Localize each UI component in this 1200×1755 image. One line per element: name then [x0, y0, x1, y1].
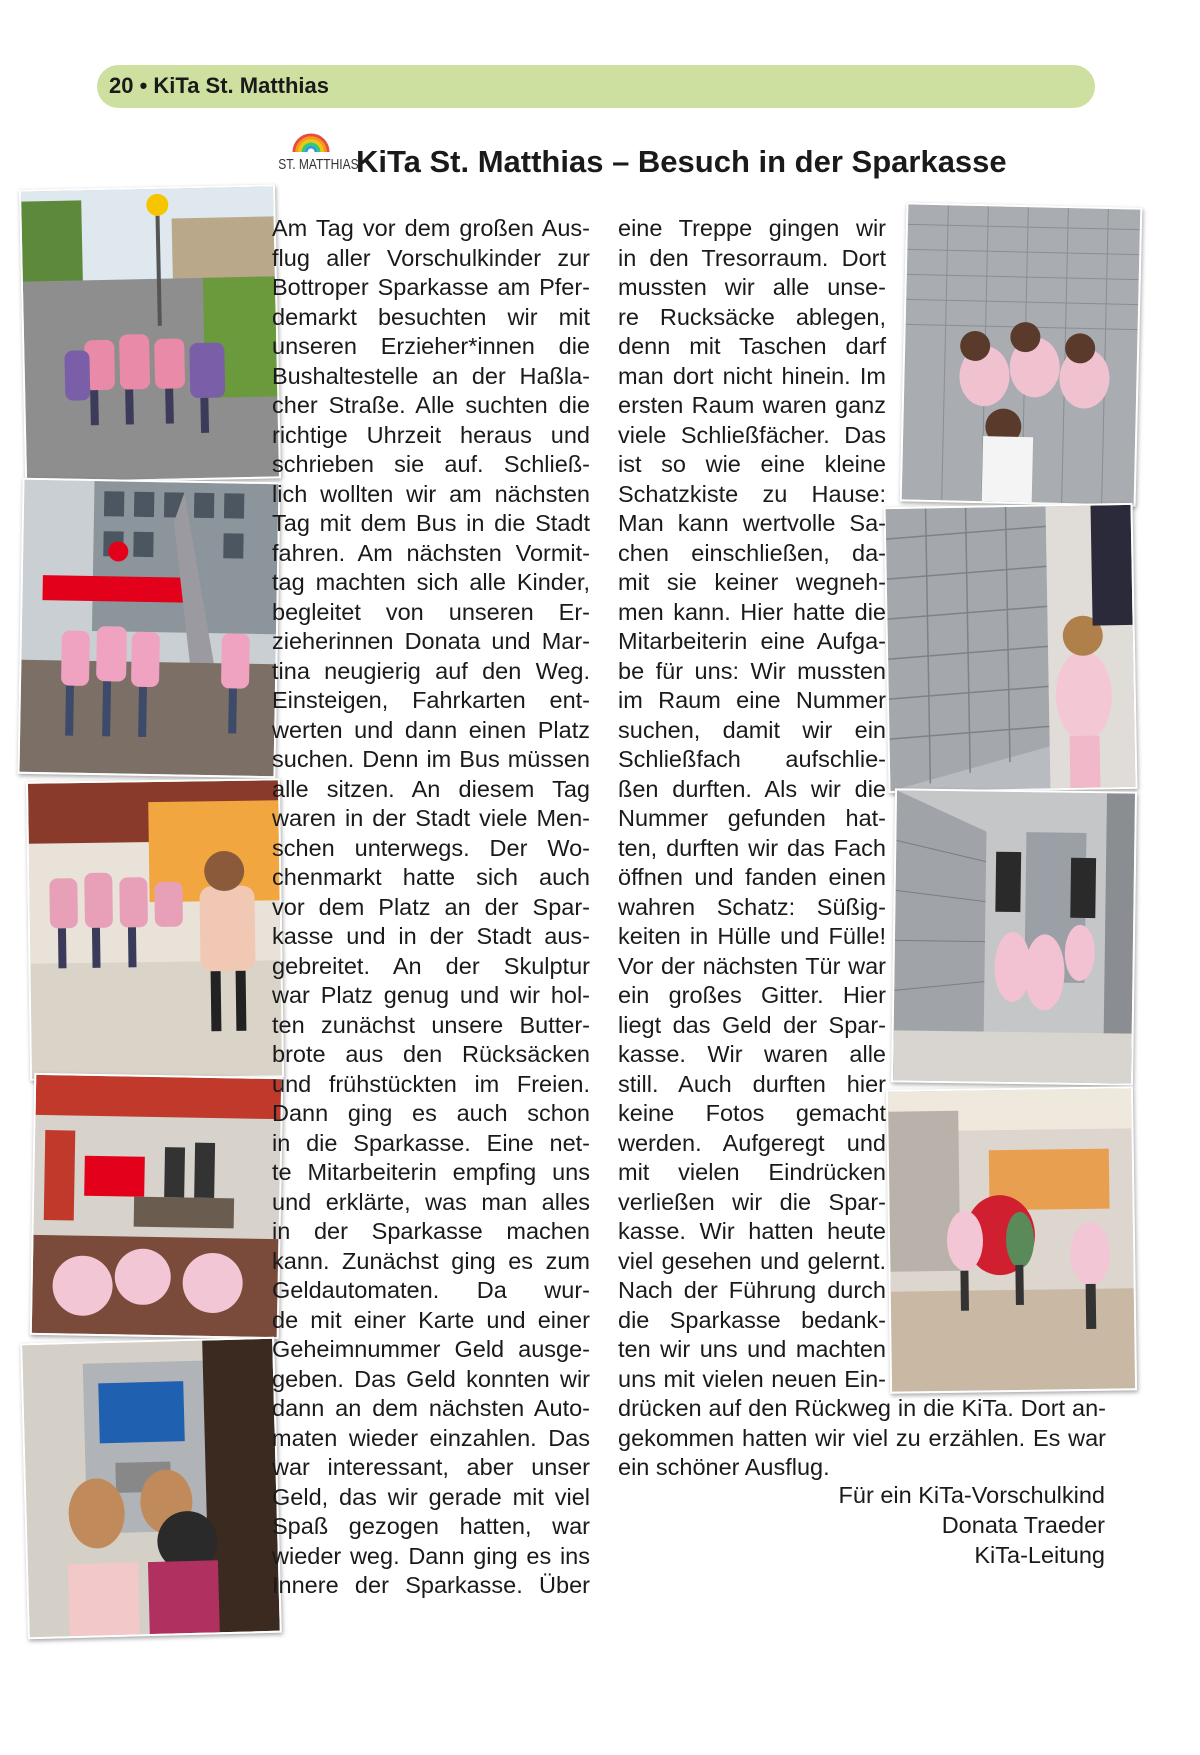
text-line: liegt das Geld der Spar- [618, 1011, 886, 1038]
text-line: richtige Uhrzeit heraus und [272, 421, 590, 448]
article-column-2 [618, 214, 886, 1394]
text-line: de mit einer Karte und einer [272, 1306, 590, 1333]
text-line: Man kann wertvolle Sa- [618, 510, 886, 536]
text-line: schen unterwegs. Der Wo- [272, 834, 590, 861]
text-line: dann an dem nächsten Auto- [272, 1395, 590, 1421]
text-line: begleitet von unseren Er- [272, 598, 590, 625]
text-line: flug aller Vorschulkinder zur [272, 244, 590, 271]
text-line: suchen, damit wir ein [618, 716, 886, 743]
text-line: und frühstückten im Freien. [272, 1070, 590, 1097]
signature-line: Für ein KiTa-Vorschulkind [838, 1482, 1105, 1508]
text-line: be für uns: Wir mussten [618, 657, 886, 684]
text-line: und erklärte, was man alles [272, 1188, 590, 1215]
text-line: mit vielen Eindrücken [618, 1159, 886, 1185]
text-line: zieherinnen Donata und Mar- [272, 628, 590, 654]
text-line: in die Sparkasse. Eine net- [272, 1129, 590, 1156]
text-line: gebreitet. An der Skulptur [272, 952, 590, 979]
text-line: drücken auf den Rückweg in die KiTa. Dort an- [618, 1395, 1106, 1421]
text-line: gekommen hatten wir viel zu erzählen. Es war [618, 1424, 1106, 1451]
rainbow-logo-icon [270, 114, 352, 156]
text-line: Tag mit dem Bus in die Stadt [272, 510, 590, 536]
text-line: kasse. Wir hatten heute [618, 1218, 886, 1244]
text-line: Am Tag vor dem großen Aus- [272, 215, 590, 241]
page-header-label: 20 • KiTa St. Matthias [109, 73, 330, 98]
text-line: men kann. Hier hatte die [618, 598, 886, 625]
text-line: mussten wir alle unse- [618, 274, 886, 300]
text-line: brote aus den Rücksäcken [272, 1041, 590, 1067]
text-line: suchen. Denn im Bus müssen [272, 746, 590, 772]
text-line: verließen wir die Spar- [618, 1188, 886, 1215]
text-line: ten, durften wir das Fach [618, 834, 886, 861]
text-line: Spaß gezogen hatten, war [272, 1513, 590, 1539]
text-line: schrieben sie auf. Schließ- [272, 451, 590, 477]
text-line: im Raum eine Nummer [618, 687, 886, 713]
text-line: ten zunächst unsere Butter- [272, 1011, 590, 1038]
text-line: man dort nicht hinein. Im [618, 362, 886, 389]
text-line: fahren. Am nächsten Vormit- [272, 539, 590, 566]
text-line: chenmarkt hatte sich auch [272, 864, 590, 890]
text-line: cher Straße. Alle suchten die [272, 392, 590, 418]
text-line: Mitarbeiterin eine Aufga- [618, 628, 886, 654]
text-line: die Sparkasse bedank- [618, 1306, 886, 1333]
text-line: lich wollten wir am nächsten [272, 480, 590, 507]
text-line: viele Schließfächer. Das [618, 421, 886, 448]
text-line: in den Tresorraum. Dort [618, 244, 886, 271]
safe-deposit-boxes-photo [884, 503, 1138, 793]
text-line: wieder weg. Dann ging es ins [272, 1542, 590, 1569]
text-line: ist so wie eine kleine [618, 451, 886, 477]
text-line: mit sie keiner wegneh- [618, 569, 886, 595]
sparkasse-exterior-photo [17, 478, 280, 778]
text-line: waren in der Stadt viele Men- [272, 805, 590, 831]
text-line: Geldautomaten. Da wur- [272, 1277, 590, 1303]
text-line: geben. Das Geld konnten wir [272, 1365, 590, 1392]
text-line: Nummer gefunden hat- [618, 805, 886, 831]
article-column-1 [272, 214, 590, 1601]
text-line: Bushaltestelle an der Haßla- [272, 362, 590, 389]
text-line: tag machten sich alle Kinder, [272, 569, 590, 595]
signature-role: KiTa-Leitung [974, 1542, 1105, 1568]
text-line: tina neugierig auf den Weg. [272, 657, 590, 684]
text-line: Schließfach aufschlie- [618, 746, 886, 772]
text-line: still. Auch durften hier [618, 1070, 886, 1097]
text-line: Bottroper Sparkasse am Pfer- [272, 274, 590, 300]
text-line: Vor der nächsten Tür war [618, 952, 886, 979]
text-line: ten wir uns und machten [618, 1336, 886, 1362]
text-line: te Mitarbeiterin empfing uns [272, 1159, 590, 1185]
kita-logo [270, 114, 359, 176]
text-line: ein schöner Ausflug. [618, 1454, 830, 1480]
text-line: kasse und in der Stadt aus- [272, 923, 590, 949]
bank-lobby-photo [886, 1086, 1137, 1393]
text-line: ßen durften. Als wir die [618, 775, 886, 802]
text-line: keiten in Hülle und Fülle! [618, 923, 886, 949]
text-line: Nach der Führung durch [618, 1277, 886, 1303]
text-line: ersten Raum waren ganz [618, 392, 886, 418]
text-line: werten und dann einen Platz [272, 716, 590, 743]
text-line: Innere der Sparkasse. Über [272, 1572, 590, 1598]
text-line: maten wieder einzahlen. Das [272, 1424, 590, 1451]
logo-text: ST. MATTHIAS [278, 156, 359, 173]
vault-corridor-photo [891, 788, 1137, 1085]
text-line: unseren Erzieher*innen die [272, 333, 590, 359]
text-line: ein großes Gitter. Hier [618, 982, 886, 1008]
text-line: Geld, das wir gerade mit viel [272, 1483, 590, 1510]
text-line: denn mit Taschen darf [618, 333, 886, 359]
bus-stop-photo [19, 184, 281, 483]
text-line: Einsteigen, Fahrkarten ent- [272, 687, 590, 713]
text-line: keine Fotos gemacht [618, 1100, 886, 1126]
bank-counter-photo [30, 1073, 284, 1339]
text-line: eine Treppe gingen wir [618, 215, 886, 241]
signature-block [780, 1480, 1105, 1570]
text-line: Geheimnummer Geld ausge- [272, 1336, 590, 1362]
text-line: Dann ging es auch schon [272, 1100, 590, 1126]
safe-deposit-room-photo [900, 202, 1143, 506]
article-tail [618, 1394, 1106, 1483]
signature-name: Donata Traeder [941, 1512, 1105, 1538]
text-line: chen einschließen, da- [618, 539, 886, 566]
text-line: wahren Schatz: Süßig- [618, 893, 886, 920]
text-line: Schatzkiste zu Hause: [618, 480, 886, 507]
text-line: werden. Aufgeregt und [618, 1129, 886, 1156]
article-title: KiTa St. Matthias – Besuch in der Sparkasse [356, 144, 1007, 179]
text-line: kann. Zunächst ging es zum [272, 1247, 590, 1274]
text-line: uns mit vielen neuen Ein- [618, 1365, 886, 1392]
text-line: kasse. Wir waren alle [618, 1041, 886, 1067]
text-line: re Rucksäcke ablegen, [618, 303, 886, 330]
bank-hall-photo [26, 778, 284, 1081]
text-line: demarkt besuchten wir mit [272, 303, 590, 330]
text-line: vor dem Platz an der Spar- [272, 893, 590, 920]
text-line: alle sitzen. An diesem Tag [272, 775, 590, 802]
text-line: viel gesehen und gelernt. [618, 1247, 886, 1274]
text-line: öffnen und fanden einen [618, 864, 886, 890]
text-line: war interessant, aber unser [272, 1454, 590, 1480]
atm-photo [20, 1337, 282, 1640]
text-line: war Platz genug und wir hol- [272, 982, 590, 1008]
text-line: in der Sparkasse machen [272, 1218, 590, 1244]
